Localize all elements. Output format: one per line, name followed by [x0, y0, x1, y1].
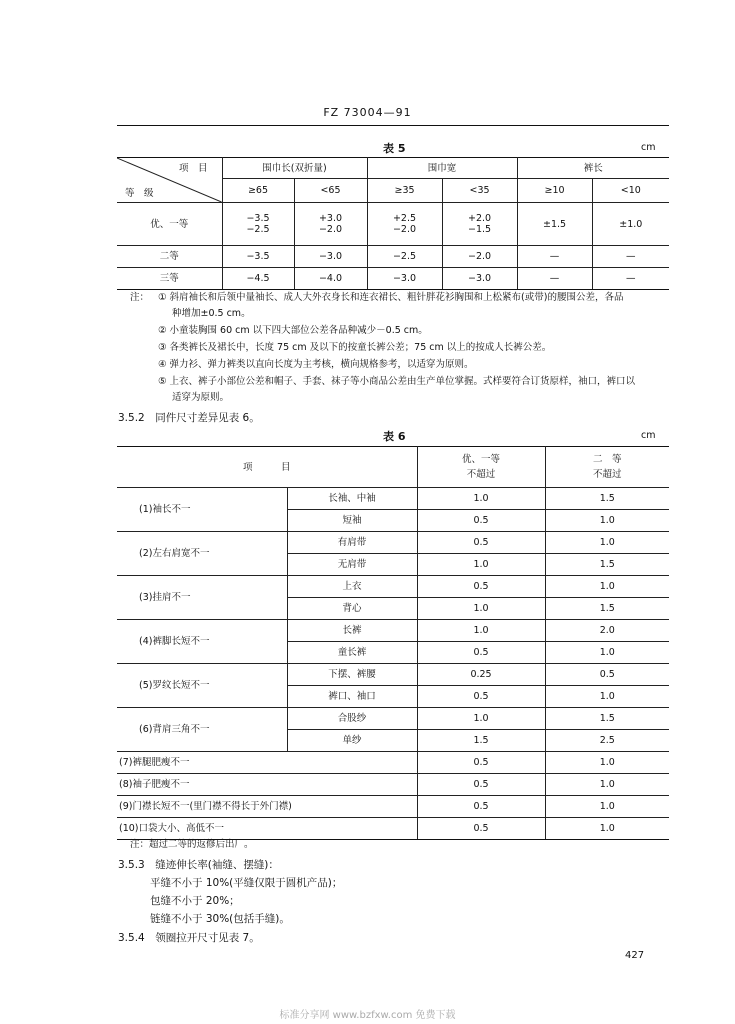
table6-header-grade1	[417, 447, 545, 488]
table6-item-name: (9)门襟长短不一(里门襟不得长于外门襟)	[117, 796, 417, 818]
table5-subheader: <35	[442, 179, 517, 203]
table6-sub-item: 长袖、中袖	[287, 488, 417, 510]
table6-value-grade1: 1.0	[417, 554, 545, 576]
table5-cell: −3.5	[222, 246, 294, 268]
table6-item-name: (8)袖子肥瘦不一	[117, 774, 417, 796]
table5-cell: −3.0	[294, 246, 367, 268]
table6-item-name: (7)裤腿肥瘦不一	[117, 752, 417, 774]
notes5-label: 注：	[130, 292, 150, 303]
table5-cell: −2.5	[367, 246, 442, 268]
section-3-5-3-line: 链缝不小于 30%(包括手缝)。	[150, 913, 290, 925]
table6-sub-item: 上衣	[287, 576, 417, 598]
table6-note: 注：超过二等的返修后出厂。	[130, 839, 254, 850]
table6-header-grade1-line1: 优、一等	[462, 454, 501, 465]
table5-cell: —	[592, 246, 669, 268]
note-line: ② 小童装胸围 60 cm 以下四大部位公差各品种减少－0.5 cm。	[158, 325, 428, 336]
page-number: 427	[625, 950, 645, 961]
table5-cell: −4.0	[294, 268, 367, 290]
table6-sub-item: 合股纱	[287, 708, 417, 730]
table6-sub-item: 背心	[287, 598, 417, 620]
standard-code: FZ 73004—91	[323, 106, 412, 119]
table5-corner-grade: 等 级	[125, 188, 154, 199]
table5-cell: —	[517, 268, 592, 290]
table6-value-grade2: 1.0	[545, 642, 669, 664]
table6-value-grade2: 1.0	[545, 796, 669, 818]
table5-cell: −3.5 −2.5	[222, 203, 294, 246]
table6-value-grade2: 1.0	[545, 576, 669, 598]
note-line: 适穿为原则。	[172, 392, 230, 403]
table5	[117, 157, 669, 290]
section-3-5-3-heading: 3.5.3 缝迹伸长率(袖缝、摆缝)：	[118, 859, 279, 871]
header-rule	[117, 125, 669, 126]
table6-sub-item: 短袖	[287, 510, 417, 532]
table5-title: 表 5	[383, 142, 406, 155]
table6-sub-item: 有肩带	[287, 532, 417, 554]
table6	[117, 446, 669, 840]
table5-group-scarf-width: 围巾宽	[367, 158, 517, 179]
table6-value-grade2: 1.0	[545, 818, 669, 840]
table5-grade: 优、一等	[117, 203, 222, 246]
table5-cell: +2.0 −1.5	[442, 203, 517, 246]
table5-subheader: <65	[294, 179, 367, 203]
table6-value-grade2: 1.5	[545, 554, 669, 576]
table6-value-grade1: 0.25	[417, 664, 545, 686]
table5-cell: −3.0	[367, 268, 442, 290]
table6-item-name: (1)袖长不一	[117, 488, 287, 532]
table6-header-item: 项 目	[117, 447, 417, 488]
table6-value-grade1: 0.5	[417, 796, 545, 818]
table6-value-grade1: 1.5	[417, 730, 545, 752]
table6-value-grade1: 1.0	[417, 598, 545, 620]
table5-grade: 三等	[117, 268, 222, 290]
table5-grade: 二等	[117, 246, 222, 268]
note-line: ③ 各类裤长及裙长中，长度 75 cm 及以下的按童长裤公差；75 cm 以上的按成人长裤公差。	[158, 342, 552, 353]
table6-item-name: (2)左右肩宽不一	[117, 532, 287, 576]
table6-item-name: (10)口袋大小、高低不一	[117, 818, 417, 840]
section-3-5-2: 3.5.2 同件尺寸差异见表 6。	[118, 412, 260, 424]
table6-header-grade1-line2: 不超过	[466, 469, 496, 480]
table6-value-grade2: 1.0	[545, 532, 669, 554]
table6-value-grade1: 0.5	[417, 510, 545, 532]
table5-subheader: ≥35	[367, 179, 442, 203]
table5-subheader: <10	[592, 179, 669, 203]
table6-header-grade2-line1: 二 等	[593, 454, 622, 465]
table6-sub-item: 裤口、袖口	[287, 686, 417, 708]
table6-value-grade2: 2.5	[545, 730, 669, 752]
section-3-5-3-line: 平缝不小于 10%(平缝仅限于圆机产品)；	[150, 877, 343, 889]
table5-cell: ±1.0	[592, 203, 669, 246]
table6-item-name: (4)裤脚长短不一	[117, 620, 287, 664]
table6-header-grade2	[545, 447, 669, 488]
table6-value-grade1: 1.0	[417, 708, 545, 730]
table6-value-grade2: 1.0	[545, 774, 669, 796]
table6-value-grade1: 0.5	[417, 752, 545, 774]
table5-cell: −3.0	[442, 268, 517, 290]
table6-item-name: (5)罗纹长短不一	[117, 664, 287, 708]
note-line: 种增加±0.5 cm。	[172, 308, 251, 319]
note-line: ① 斜肩袖长和后领中量袖长、成人大外衣身长和连衣裙长、粗针胖花衫胸围和上松紧布(或带)的腰围公差，各品	[158, 292, 624, 303]
table5-cell: —	[517, 246, 592, 268]
table6-unit: cm	[641, 430, 656, 441]
table5-subheader: ≥10	[517, 179, 592, 203]
table5-group-scarf-length: 围巾长(双折量)	[222, 158, 367, 179]
table6-value-grade1: 0.5	[417, 774, 545, 796]
table5-group-tassel-length: 裤长	[517, 158, 669, 179]
table6-item-name: (3)挂肩不一	[117, 576, 287, 620]
footer-watermark: 标准分享网 www.bzfxw.com 免费下载	[279, 1010, 456, 1021]
table6-value-grade2: 1.0	[545, 686, 669, 708]
table6-header-grade2-line2: 不超过	[593, 469, 622, 480]
table5-corner-item: 项 目	[178, 163, 208, 174]
table6-value-grade1: 0.5	[417, 576, 545, 598]
table6-value-grade1: 0.5	[417, 532, 545, 554]
table6-value-grade1: 0.5	[417, 642, 545, 664]
table6-value-grade1: 0.5	[417, 686, 545, 708]
table6-sub-item: 下摆、裤腰	[287, 664, 417, 686]
table6-sub-item: 童长裤	[287, 642, 417, 664]
table6-value-grade1: 0.5	[417, 818, 545, 840]
table5-cell: —	[592, 268, 669, 290]
table6-value-grade2: 1.5	[545, 598, 669, 620]
table6-sub-item: 无肩带	[287, 554, 417, 576]
table5-unit: cm	[641, 142, 656, 153]
section-3-5-3-line: 包缝不小于 20%；	[150, 895, 240, 907]
table6-sub-item: 单纱	[287, 730, 417, 752]
table6-value-grade2: 0.5	[545, 664, 669, 686]
table6-item-name: (6)背肩三角不一	[117, 708, 287, 752]
table6-value-grade1: 1.0	[417, 620, 545, 642]
table6-value-grade2: 1.5	[545, 488, 669, 510]
table5-cell: +2.5 −2.0	[367, 203, 442, 246]
table5-cell: −4.5	[222, 268, 294, 290]
note-line: ⑤ 上衣、裤子小部位公差和帽子、手套、袜子等小商品公差由生产单位掌握。式样要符合订货原样，袖口，裤口以	[158, 376, 636, 387]
table6-value-grade2: 1.0	[545, 752, 669, 774]
section-3-5-4: 3.5.4 领圈拉开尺寸见表 7。	[118, 932, 260, 944]
table6-title: 表 6	[383, 430, 406, 443]
table5-cell: −2.0	[442, 246, 517, 268]
table5-corner	[117, 158, 222, 203]
table6-value-grade2: 2.0	[545, 620, 669, 642]
table5-cell: +3.0 −2.0	[294, 203, 367, 246]
table6-value-grade2: 1.0	[545, 510, 669, 532]
table6-value-grade1: 1.0	[417, 488, 545, 510]
table5-subheader: ≥65	[222, 179, 294, 203]
table6-value-grade2: 1.5	[545, 708, 669, 730]
table6-sub-item: 长裤	[287, 620, 417, 642]
table5-cell: ±1.5	[517, 203, 592, 246]
note-line: ④ 弹力衫、弹力裤类以直向长度为主考核，横向规格参考，以适穿为原则。	[158, 359, 474, 370]
